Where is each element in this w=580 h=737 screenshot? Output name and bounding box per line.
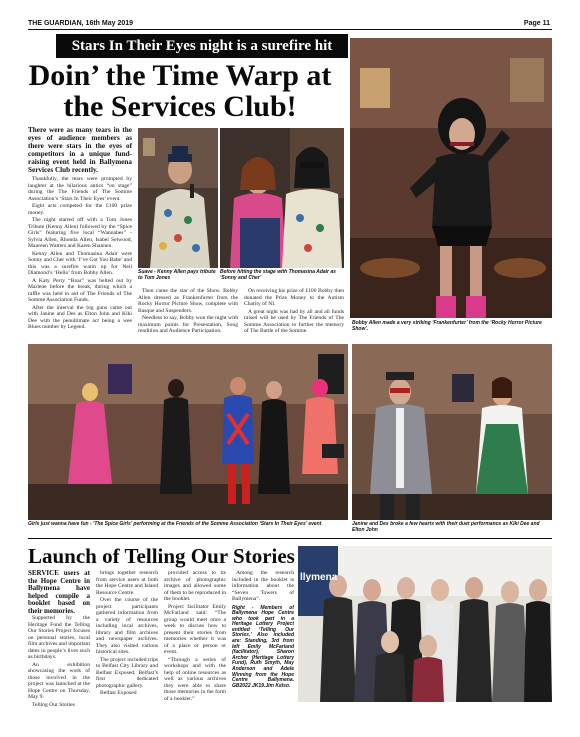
- paragraph: An exhibition showcasing the work of those involved in the project was launched at the Hope Centre on Thursday, May 9.: [28, 661, 90, 700]
- sonny-and-cher-photo: [220, 128, 344, 268]
- article-headline: Doin’ the Time Warp at the Services Club!: [28, 59, 332, 123]
- paragraph: The night started off with a Tom Jones Tribute (Kenny Allen) followed by the “Spice Girls” featuring five local “Wannabes” - Sylvia Allen, Rhonda Allen, Isabel Selwood, Maureen Watters and Karen Shannen.: [28, 217, 132, 249]
- article2-column-3: [164, 570, 226, 718]
- paragraph: “Through a series of workshops and with the help of online resources as well as various archives they were able to share those memories in the form of a booklet.”: [164, 656, 226, 702]
- paragraph: brings together research from service users at both the Hope Centre and Island Resource Centre.: [96, 570, 158, 596]
- hope-centre-sign-text: llymena: [300, 572, 338, 583]
- paragraph: Eight acts competed for the £100 prize money.: [28, 203, 132, 216]
- paragraph: After the interval the big guns came out with Janine and Des as Elton John and Kiki Dee with the penultimate act being a wee Blues number by Legend.: [28, 304, 132, 330]
- paragraph: Project facilitator Emily McFarland said: “The group would meet once a week to discuss how to present their stories from memories whether it was of a place or person or event.: [164, 603, 226, 655]
- kenny-allen-photo: [138, 128, 218, 268]
- paragraph: Kenny Allen and Thomasina Adair were Sonny and Cher with ‘I’ve Got You Babe’ and this was a surefire warm up for Neil Diamond’s ‘Hello’ from Bobby Allen.: [28, 250, 132, 276]
- article2-column-4: [232, 570, 294, 718]
- article1-lead: There were as many tears in the eyes of audience members as there were stars in the eyes of competitors in a unique fund-raising event held in Ballymena Services Club recently.: [28, 126, 132, 174]
- hope-centre-group-photo: [298, 546, 552, 702]
- spice-girls-caption: Girls just wanna have fun - ‘The Spice Girls’ performing at the Friends of the Somme Association ‘Stars In Their Eyes’ event: [28, 521, 322, 527]
- hope-centre-caption: Right - Members of Ballymena Hope Centre who took part in a Heritage Lottery Project entitled ‘Telling Our Stories.’ Also included are: Standing, 3rd from left Emily McFarland (facilitator), Sharon Archer (Heritage Lottery Fund), Ruth Smyth, May Anderson and Adele Winning from the Hope Centre Ballymena. GB2022 JK19.Jim Kelso.: [232, 604, 294, 689]
- frankenfurter-caption: Bobby Allen made a very striking ‘Frankenfurter’ from the ‘Rocky Horror Picture Show’.: [352, 320, 542, 332]
- article1-column-3: [244, 288, 344, 342]
- newspaper-masthead: THE GUARDIAN, 16th May 2019: [28, 20, 134, 27]
- section-divider: [28, 538, 552, 539]
- frankenfurter-photo: [350, 38, 552, 318]
- article2-headline: Launch of Telling Our Stories: [28, 544, 295, 568]
- sonny-cher-caption: Before hitting the stage with Thomasina Adair as ‘Sonny and Cher’: [220, 269, 336, 281]
- paragraph: Thankfully, the tears were prompted by laughter at the hilarious antics “on stage” during the The Friends of The Somme Association’s ‘Stars In Their Eyes’ event.: [28, 176, 132, 202]
- article1-column-2: [138, 288, 238, 342]
- paragraph: provided access to its archive of photographic images and allowed some of them to be reproduced in the booklet.: [164, 570, 226, 602]
- spice-girls-photo: [28, 344, 348, 520]
- article2-lead: SERVICE users at the Hope Centre in Ballymena have helped compile a booklet based on their memories.: [28, 570, 90, 615]
- paragraph: Supported by the Heritage Fund the Telling Our Stories Project focuses on personal stories, local film archives and important dates in people’s lives such as birthdays.: [28, 615, 90, 660]
- janine-and-des-photo: [352, 344, 552, 520]
- paragraph: A great night was had by all and all funds raised will be used by The Friends of The Somme Association to further the memory of The Battle of the Somme.: [244, 308, 344, 334]
- paragraph: Telling Our Stories: [32, 701, 75, 708]
- paragraph: Over the course of the project participants gathered information from a variety of resources including local archives, library and film archives and newspaper archives. They also visited various historical sites.: [96, 597, 158, 655]
- paragraph: On receiving his prize of £100 Bobby then donated the Prize Money to the Autism Charity of NI.: [244, 288, 344, 307]
- article2-column-1: [28, 570, 90, 718]
- paragraph: A Katy Perry “Roar” was belted out by Marlene before the break, during which a raffle was held in aid of The Friends of The Somme Association Funds.: [28, 277, 132, 303]
- paragraph: Then came the star of the Show. Bobby Allen dressed as Frankenfurter from the Rocky Horror Picture Show, complete with Basque and Suspenders.: [138, 288, 238, 314]
- article-banner: Stars In Their Eyes night is a surefire hit: [56, 34, 348, 58]
- paragraph: Among the research included in the booklet is information about the “Seven Towers of Ballymena”.: [232, 570, 294, 602]
- paragraph: Belfast Exposed: [100, 690, 137, 696]
- paragraph: The project included trips to Belfast City Library and Belfast Exposed, Belfast’s first dedicated photographic gallery.: [96, 656, 158, 689]
- article2-column-2: [96, 570, 158, 718]
- kenny-caption: Suave - Kenny Allen pays tribute to Tom Jones: [138, 269, 216, 281]
- paragraph: Needless to say, Bobby won the night with maximum points for Presentation, Song rendition and Audience Participation.: [138, 315, 238, 334]
- janine-des-caption: Janine and Des broke a few hearts with their duet performance as Kiki Dee and Elton John: [352, 521, 540, 533]
- header-rule: [28, 29, 552, 30]
- page-number: Page 11: [523, 20, 550, 27]
